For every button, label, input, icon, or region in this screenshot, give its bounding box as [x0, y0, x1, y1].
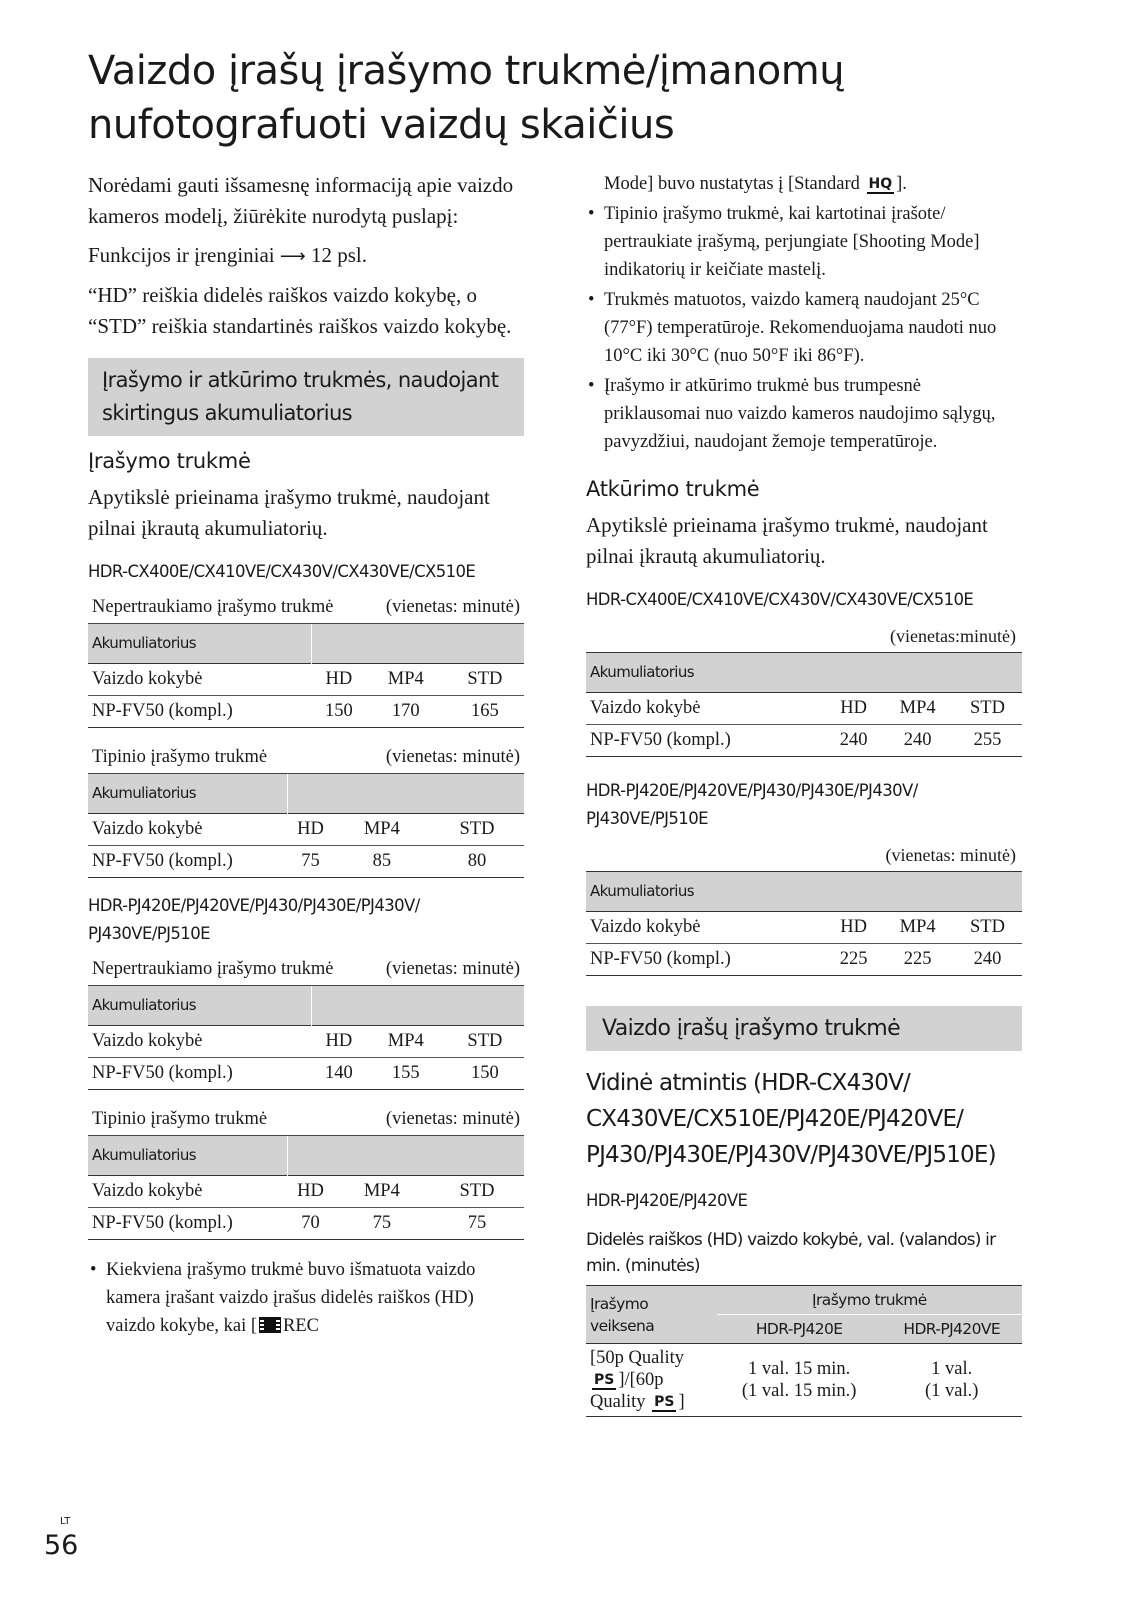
value-std: 150 [446, 1058, 524, 1090]
value-hd: 150 [312, 696, 366, 728]
ps-badge-icon: PS [594, 1371, 615, 1388]
quality-label: Vaizdo kokybė [586, 912, 825, 944]
table-unit: (vienetas: minutė) [366, 952, 524, 986]
internal-memory-heading: Vidinė atmintis (HDR-CX430V/ CX430VE/CX510E/PJ420E/PJ420VE/ PJ430/PJ430E/PJ430V/PJ430VE/PJ510E) [586, 1070, 996, 1168]
value-mp4: 75 [334, 1208, 430, 1240]
value-mp4: 240 [882, 725, 953, 757]
mode-header: Įrašymo veiksena [586, 1286, 717, 1344]
bullet-icon: • [588, 376, 595, 396]
model-list-pj: HDR-PJ420E/PJ420VE/PJ430/PJ430E/PJ430V/ PJ430VE/PJ510E [586, 781, 918, 828]
battery-model: NP-FV50 (kompl.) [88, 696, 312, 728]
quality-note: Didelės raiškos (HD) vaizdo kokybė, val. (valandos) ir min. (minutės) [586, 1230, 996, 1276]
col-std: STD [430, 814, 524, 846]
value-std: 240 [953, 944, 1022, 976]
right-column [586, 170, 1022, 1417]
section-movie-time-title: Vaizdo įrašų įrašymo trukmė [586, 1006, 1022, 1051]
col-mp4: MP4 [366, 664, 446, 696]
value-std: 75 [430, 1208, 524, 1240]
language-code: LT [60, 1516, 71, 1527]
value-std: 165 [446, 696, 524, 728]
model-list-cx: HDR-CX400E/CX410VE/CX430V/CX430VE/CX510E [88, 562, 476, 581]
col-std: STD [446, 1026, 524, 1058]
arrow-right-icon: ⟶ [279, 246, 306, 267]
col-std: STD [953, 912, 1022, 944]
page-number: 56 [44, 1530, 79, 1561]
battery-header: Akumuliatorius [586, 872, 825, 912]
left-column [88, 170, 524, 1342]
battery-header: Akumuliatorius [88, 1136, 287, 1176]
section-battery-times-title: Įrašymo ir atkūrimo trukmės, naudojant skirtingus akumuliatorius [88, 358, 524, 436]
page-title: Vaizdo įrašų įrašymo trukmė/įmanomų nufotografuoti vaizdų skaičius [88, 48, 845, 148]
recording-table [88, 740, 524, 878]
playback-time-heading: Atkūrimo trukmė [586, 477, 760, 501]
value-hd: 70 [287, 1208, 334, 1240]
playback-table [586, 871, 1022, 976]
value-std: 255 [953, 725, 1022, 757]
col-mp4: MP4 [334, 1176, 430, 1208]
bullet-icon: • [90, 1260, 97, 1280]
quality-explanation: “HD” reiškia didelės raiškos vaizdo kokybę, o “STD” reiškia standartinės raiškos vaizdo kokybę. [88, 283, 512, 338]
note-item: • Kiekviena įrašymo trukmė buvo išmatuota vaizdo kamera įrašant vaizdo įrašus didelės raiškos (HD) vaizdo kokybe, kai [ REC [88, 1256, 524, 1340]
quality-label: Vaizdo kokybė [88, 1176, 287, 1208]
table-label: Nepertraukiamo įrašymo trukmė [88, 952, 366, 986]
mode-cell: [50p Quality PS ]/[60p Quality PS ] [586, 1344, 717, 1417]
value-std: 80 [430, 846, 524, 878]
bullet-icon: • [588, 204, 595, 224]
model-list-pj: HDR-PJ420E/PJ420VE/PJ430/PJ430E/PJ430V/ PJ430VE/PJ510E [88, 896, 420, 943]
col-hd: HD [825, 693, 882, 725]
battery-header: Akumuliatorius [88, 624, 312, 664]
recording-table [88, 952, 524, 1090]
table-unit: (vienetas: minutė) [366, 590, 524, 624]
model-list-cx: HDR-CX400E/CX410VE/CX430V/CX430VE/CX510E [586, 590, 974, 609]
note-item: • Tipinio įrašymo trukmė, kai kartotinai įrašote/ pertraukiate įrašymą, perjungiate [Shooting Mode] indikatorių ir keičiate mastelį. [586, 200, 1022, 284]
value-mp4: 155 [366, 1058, 446, 1090]
battery-model: NP-FV50 (kompl.) [88, 1208, 287, 1240]
col-hd: HD [287, 814, 334, 846]
battery-header: Akumuliatorius [88, 986, 312, 1026]
ps-badge-icon: PS [654, 1393, 675, 1410]
value-hd: 240 [825, 725, 882, 757]
playback-table [586, 652, 1022, 757]
time-header: Įrašymo trukmė [717, 1286, 1022, 1315]
col-mp4: MP4 [882, 912, 953, 944]
note-continuation: Mode] buvo nustatytas į [Standard HQ ]. [604, 174, 907, 194]
table-unit: (vienetas: minutė) [334, 740, 524, 774]
battery-model: NP-FV50 (kompl.) [88, 1058, 312, 1090]
table-unit: (vienetas: minutė) [885, 845, 1016, 865]
bullet-icon: • [588, 290, 595, 310]
value-mp4: 225 [882, 944, 953, 976]
recording-mode-table [586, 1285, 1022, 1417]
intro-paragraph: Norėdami gauti išsamesnę informaciją apie vaizdo kameros modelį, žiūrėkite nurodytą puslapį: [88, 173, 514, 228]
model-list: HDR-PJ420E/PJ420VE [586, 1191, 748, 1210]
table-label: Tipinio įrašymo trukmė [88, 1102, 334, 1136]
recording-table [88, 590, 524, 728]
quality-label: Vaizdo kokybė [88, 1026, 312, 1058]
col-hd: HD [287, 1176, 334, 1208]
recording-time-text: Apytikslė prieinama įrašymo trukmė, naudojant pilnai įkrautą akumuliatorių. [88, 485, 490, 540]
battery-header: Akumuliatorius [88, 774, 287, 814]
table-label: Tipinio įrašymo trukmė [88, 740, 334, 774]
quality-label: Vaizdo kokybė [88, 664, 312, 696]
col-std: STD [953, 693, 1022, 725]
value-mp4: 85 [334, 846, 430, 878]
recording-time-heading: Įrašymo trukmė [88, 449, 251, 473]
film-camera-icon [259, 1317, 281, 1333]
col-hd: HD [312, 664, 366, 696]
note-item: • Trukmės matuotos, vaizdo kamerą naudojant 25°C (77°F) temperatūroje. Rekomenduojama naudoti nuo 10°C iki 30°C (nuo 50°F iki 86°F). [586, 286, 1022, 370]
battery-model: NP-FV50 (kompl.) [88, 846, 287, 878]
recording-table [88, 1102, 524, 1240]
value-pj420e: 1 val. 15 min. (1 val. 15 min.) [717, 1344, 882, 1417]
quality-label: Vaizdo kokybė [88, 814, 287, 846]
col-std: STD [446, 664, 524, 696]
col-mp4: MP4 [334, 814, 430, 846]
intro-reference [88, 240, 524, 272]
col-std: STD [430, 1176, 524, 1208]
table-unit: (vienetas:minutė) [890, 626, 1016, 646]
hq-badge-icon: HQ [868, 175, 893, 192]
notes-list [586, 200, 1022, 456]
note-item: • Įrašymo ir atkūrimo trukmė bus trumpesnė priklausomai nuo vaizdo kameros naudojimo sąlygų, pavyzdžiui, naudojant žemoje temperatūroje. [586, 372, 1022, 456]
col-mp4: MP4 [882, 693, 953, 725]
battery-header: Akumuliatorius [586, 653, 825, 693]
quality-label: Vaizdo kokybė [586, 693, 825, 725]
value-hd: 75 [287, 846, 334, 878]
battery-model: NP-FV50 (kompl.) [586, 944, 825, 976]
value-hd: 140 [312, 1058, 366, 1090]
table-label: Nepertraukiamo įrašymo trukmė [88, 590, 366, 624]
col-pj420ve: HDR-PJ420VE [881, 1315, 1022, 1344]
value-hd: 225 [825, 944, 882, 976]
notes-list [88, 1256, 524, 1340]
value-mp4: 170 [366, 696, 446, 728]
table-unit: (vienetas: minutė) [334, 1102, 524, 1136]
reference-page: 12 psl. [310, 243, 367, 267]
col-mp4: MP4 [366, 1026, 446, 1058]
battery-model: NP-FV50 (kompl.) [586, 725, 825, 757]
col-pj420e: HDR-PJ420E [717, 1315, 882, 1344]
reference-label: Funkcijos ir įrenginiai [88, 243, 275, 267]
col-hd: HD [825, 912, 882, 944]
col-hd: HD [312, 1026, 366, 1058]
value-pj420ve: 1 val. (1 val.) [881, 1344, 1022, 1417]
playback-time-text: Apytikslė prieinama įrašymo trukmė, naudojant pilnai įkrautą akumuliatorių. [586, 513, 988, 568]
